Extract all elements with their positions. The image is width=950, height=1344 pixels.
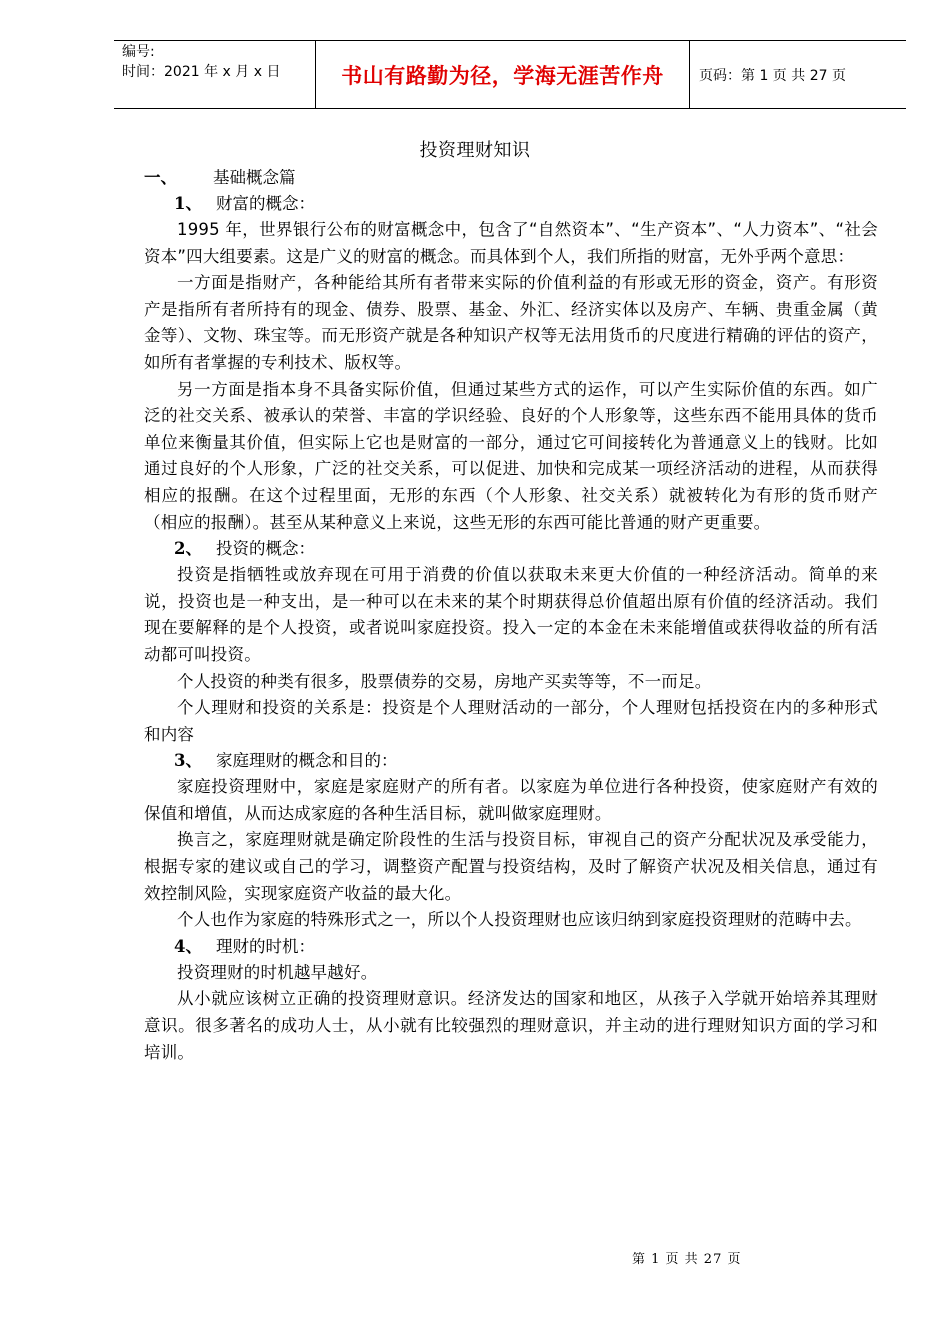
page-header — [114, 40, 906, 109]
subsection-title: 财富的概念： — [215, 194, 315, 213]
subsection-heading — [144, 748, 878, 774]
subsection-number: 1、 — [174, 194, 202, 213]
section-number: 一、 — [144, 168, 177, 187]
paragraph: 家庭投资理财中，家庭是家庭财产的所有者。以家庭为单位进行各种投资，使家庭财产有效的保值和增值，从而达成家庭的各种生活目标，就叫做家庭理财。 — [144, 777, 878, 823]
section-title: 基础概念篇 — [213, 168, 296, 187]
subsection-heading — [144, 191, 878, 217]
paragraph: 投资是指牺牲或放弃现在可用于消费的价值以获取未来更大价值的一种经济活动。简单的来说，投资也是一种支出，是一种可以在未来的某个时期获得总价值超出原有价值的经济活动。我们现在要解释的是个人投资，或者说叫家庭投资。投入一定的本金在未来能增值或获得收益的所有活动都可叫投资。 — [144, 565, 878, 664]
paragraph: 换言之，家庭理财就是确定阶段性的生活与投资目标，审视自己的资产分配状况及承受能力，根据专家的建议或自己的学习，调整资产配置与投资结构，及时了解资产状况及相关信息，通过有效控制风险，实现家庭资产收益的最大化。 — [144, 830, 878, 903]
subsection-heading — [144, 536, 878, 562]
subsection-heading — [144, 934, 878, 960]
paragraph: 投资理财的时机越早越好。 — [177, 962, 378, 982]
header-meta — [114, 41, 315, 108]
motto: 书山有路勤为径，学海无涯苦作舟 — [341, 62, 664, 88]
section-heading — [144, 165, 878, 191]
document-title: 投资理财知识 — [419, 140, 531, 161]
paragraph: 一方面是指财产，各种能给其所有者带来实际的价值利益的有形或无形的资金，资产。有形资产是指所有者所持有的现金、债券、股票、基金、外汇、经济实体以及房产、车辆、贵重金属（黄金等）、文物、珠宝等。而无形资产就是各种知识产权等无法用货币的尺度进行精确的评估的资产，如所有者掌握的专利技术、版权等。 — [144, 273, 878, 372]
paragraph: 从小就应该树立正确的投资理财意识。经济发达的国家和地区，从孩子入学就开始培养其理财意识。很多著名的成功人士，从小就有比较强烈的理财意识，并主动的进行理财知识方面的学习和培训。 — [144, 989, 878, 1062]
paragraph: 另一方面是指本身不具备实际价值，但通过某些方式的运作，可以产生实际价值的东西。如广泛的社交关系、被承认的荣誉、丰富的学识经验、良好的个人形象等，这些东西不能用具体的货币单位来衡量其价值，但实际上它也是财富的一部分，通过它可间接转化为普通意义上的钱财。比如通过良好的个人形象，广泛的社交关系，可以促进、加快和完成某一项经济活动的进程，从而获得相应的报酬。在这个过程里面，无形的东西（个人形象、社交关系）就被转化为有形的货币财产（相应的报酬）。甚至从某种意义上来说，这些无形的东西可能比普通的财产更重要。 — [144, 379, 878, 532]
paragraph: 1995 年，世界银行公布的财富概念中，包含了“自然资本”、“生产资本”、“人力资本”、“社会资本”四大组要素。这是广义的财富的概念。而具体到个人，我们所指的财富，无外乎两个意思： — [144, 220, 878, 266]
subsection-number: 4、 — [174, 936, 202, 956]
document-body — [144, 165, 878, 1066]
header-page-cell — [689, 41, 906, 108]
header-motto-cell — [315, 41, 690, 108]
paragraph: 个人投资的种类有很多，股票债券的交易，房地产买卖等等，不一而足。 — [177, 671, 712, 691]
document-number: 编号: — [122, 44, 155, 60]
paragraph: 个人理财和投资的关系是：投资是个人理财活动的一部分，个人理财包括投资在内的多种形式和内容 — [144, 698, 878, 744]
subsection-title: 理财的时机： — [215, 936, 315, 956]
document-time: 时间：2021 年 x 月 x 日 — [122, 64, 281, 80]
subsection-number: 2、 — [174, 539, 202, 559]
subsection-number: 3、 — [174, 751, 202, 771]
page-footer: 第 1 页 共 27 页 — [632, 1252, 742, 1267]
paragraph: 个人也作为家庭的特殊形式之一，所以个人投资理财也应该归纳到家庭投资理财的范畴中去。 — [177, 910, 862, 930]
page-info: 页码：第 1 页 共 27 页 — [699, 67, 846, 84]
subsection-title: 家庭理财的概念和目的： — [215, 751, 398, 771]
subsection-title: 投资的概念： — [215, 539, 315, 559]
